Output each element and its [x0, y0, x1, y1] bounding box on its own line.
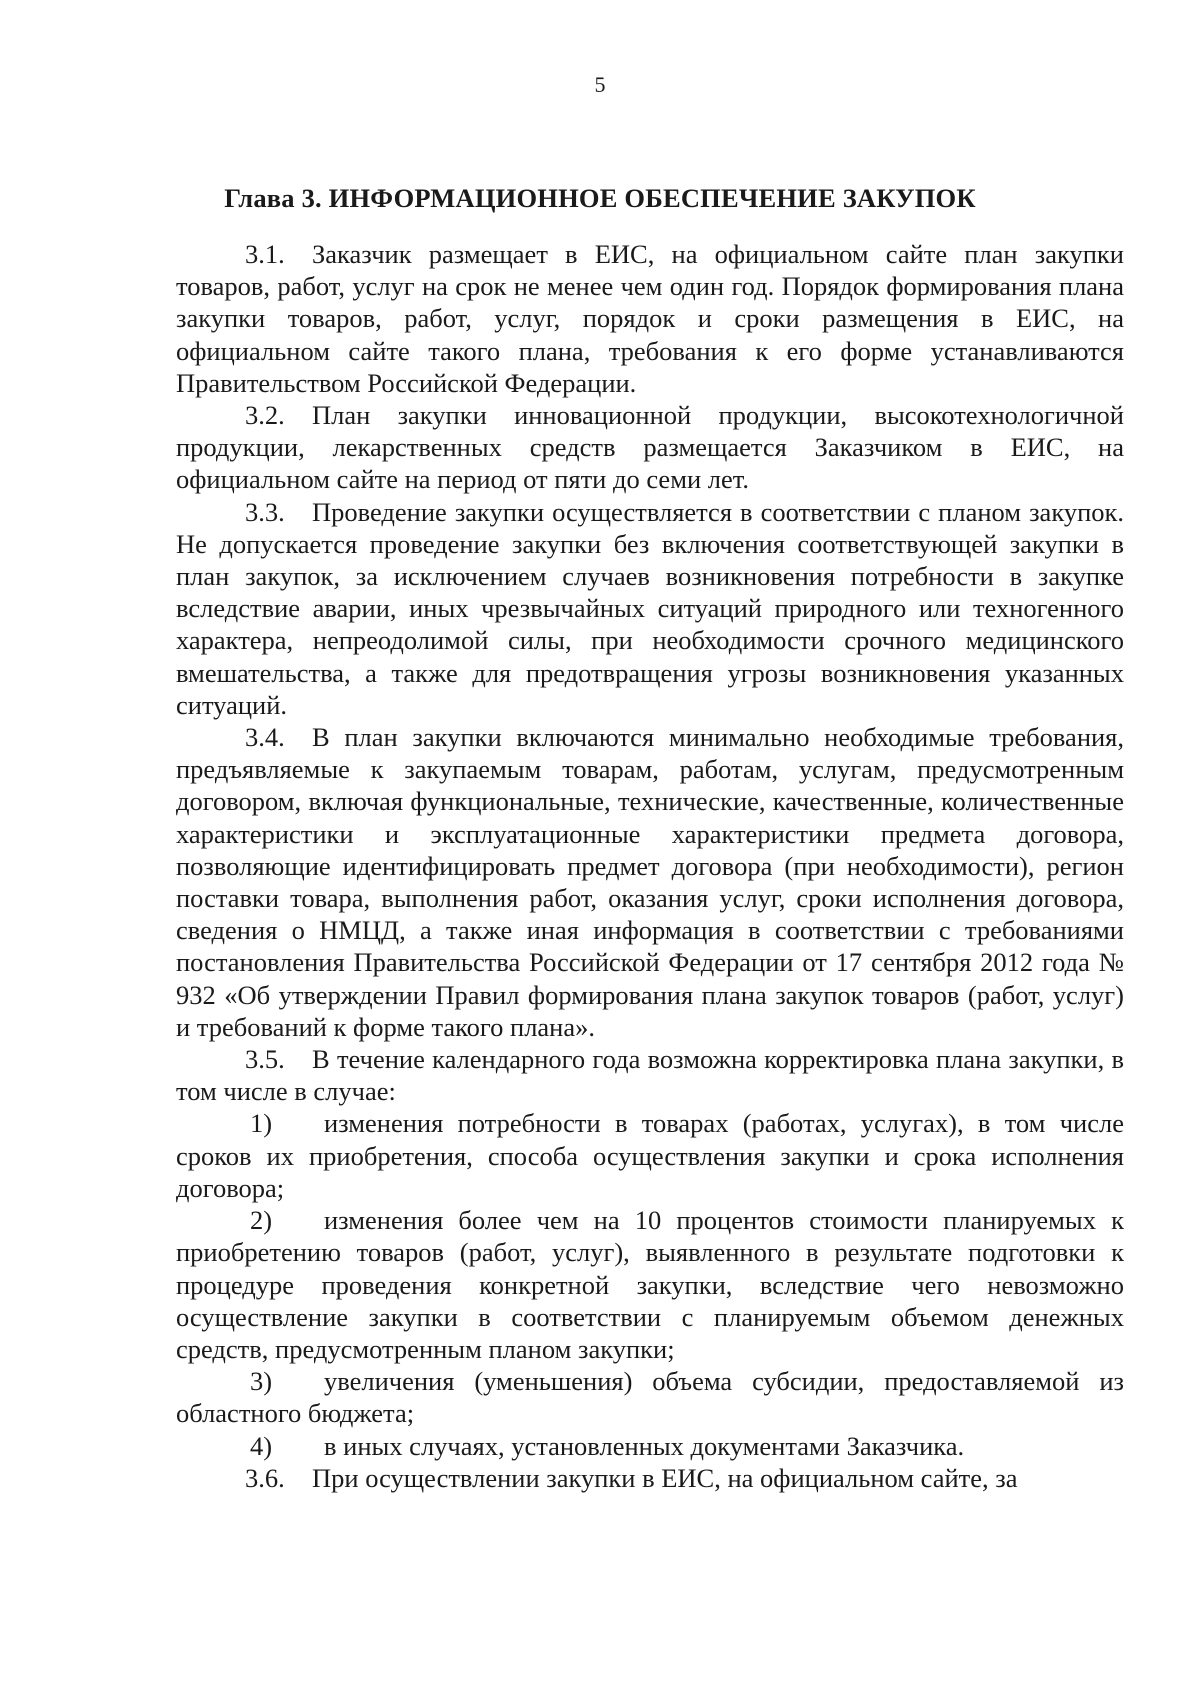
paragraph-3-5 — [176, 1043, 1124, 1107]
paragraph-text: Проведение закупки осуществляется в соответствии с планом закупок. Не допускается проведение закупки без включения соответствующей закупки в план закупок, за исключением случаев возникновения потребности в закупке вследствие аварии, иных чрезвычайных ситуаций природного или техногенного характера, непреодолимой силы, при необходимости срочного медицинского вмешательства, а также для предотвращения угрозы возникновения указанных ситуаций. — [176, 496, 1124, 720]
paragraph-number: 3.5. — [245, 1044, 285, 1075]
list-item-number: 2) — [250, 1205, 273, 1236]
list-item-2 — [176, 1204, 1124, 1365]
paragraph-number: 3.3. — [245, 496, 285, 527]
paragraph-3-4 — [176, 721, 1124, 1043]
paragraph-3-2 — [176, 399, 1124, 496]
paragraph-number: 3.2. — [245, 400, 285, 431]
paragraph-3-6 — [176, 1462, 1124, 1494]
paragraph-3-1 — [176, 238, 1124, 399]
list-item-1 — [176, 1107, 1124, 1204]
paragraph-text: План закупки инновационной продукции, высокотехнологичной продукции, лекарственных средств размещается Заказчиком в ЕИС, на официальном сайте на период от пяти до семи лет. — [176, 400, 1124, 495]
list-item-number: 1) — [250, 1108, 273, 1139]
list-item-text: в иных случаях, установленных документами Заказчика. — [324, 1430, 965, 1461]
paragraph-number: 3.4. — [245, 722, 285, 753]
list-item-number: 3) — [250, 1366, 273, 1397]
paragraph-text: При осуществлении закупки в ЕИС, на официальном сайте, за — [312, 1462, 1018, 1493]
list-item-text: изменения более чем на 10 процентов стоимости планируемых к приобретению товаров (работ, услуг), выявленного в результате подготовки к процедуре проведения конкретной закупки, вследствие чего невозможно осуществление закупки в соответствии с планируемым объемом денежных средств, предусмотренным планом закупки; — [176, 1205, 1124, 1364]
paragraph-number: 3.6. — [245, 1462, 285, 1493]
document-body — [176, 238, 1124, 1494]
paragraph-3-3 — [176, 496, 1124, 721]
paragraph-number: 3.1. — [245, 239, 285, 269]
paragraph-text: В течение календарного года возможна корректировка плана закупки, в том числе в случае: — [176, 1044, 1124, 1107]
list-item-text: увеличения (уменьшения) объема субсидии, предоставляемой из областного бюджета; — [176, 1366, 1124, 1429]
list-item-4 — [176, 1430, 1124, 1462]
page-number: 5 — [594, 72, 606, 97]
chapter-title: Глава 3. ИНФОРМАЦИОННОЕ ОБЕСПЕЧЕНИЕ ЗАКУПОК — [224, 183, 976, 213]
list-item-number: 4) — [250, 1430, 273, 1461]
paragraph-text: Заказчик размещает в ЕИС, на официальном сайте план закупки товаров, работ, услуг на срок не менее чем один год. Порядок формирования плана закупки товаров, работ, услуг, порядок и сроки размещения в ЕИС, на официальном сайте такого плана, требования к его форме устанавливаются Правительством Российской Федерации. — [176, 239, 1124, 398]
paragraph-text: В план закупки включаются минимально необходимые требования, предъявляемые к закупаемым товарам, работам, услугам, предусмотренным договором, включая функциональные, технические, качественные, количественные характеристики и эксплуатационные характеристики предмета договора, позволяющие идентифицировать предмет договора (при необходимости), регион поставки товара, выполнения работ, оказания услуг, сроки исполнения договора, сведения о НМЦД, а также иная информация в соответствии с требованиями постановления Правительства Российской Федерации от 17 сентября 2012 года № 932 «Об утверждении Правил формирования плана закупок товаров (работ, услуг) и требований к форме такого плана». — [176, 722, 1124, 1042]
list-item-text: изменения потребности в товарах (работах, услугах), в том числе сроков их приобретения, способа осуществления закупки и срока исполнения договора; — [176, 1108, 1124, 1203]
list-item-3 — [176, 1365, 1124, 1429]
